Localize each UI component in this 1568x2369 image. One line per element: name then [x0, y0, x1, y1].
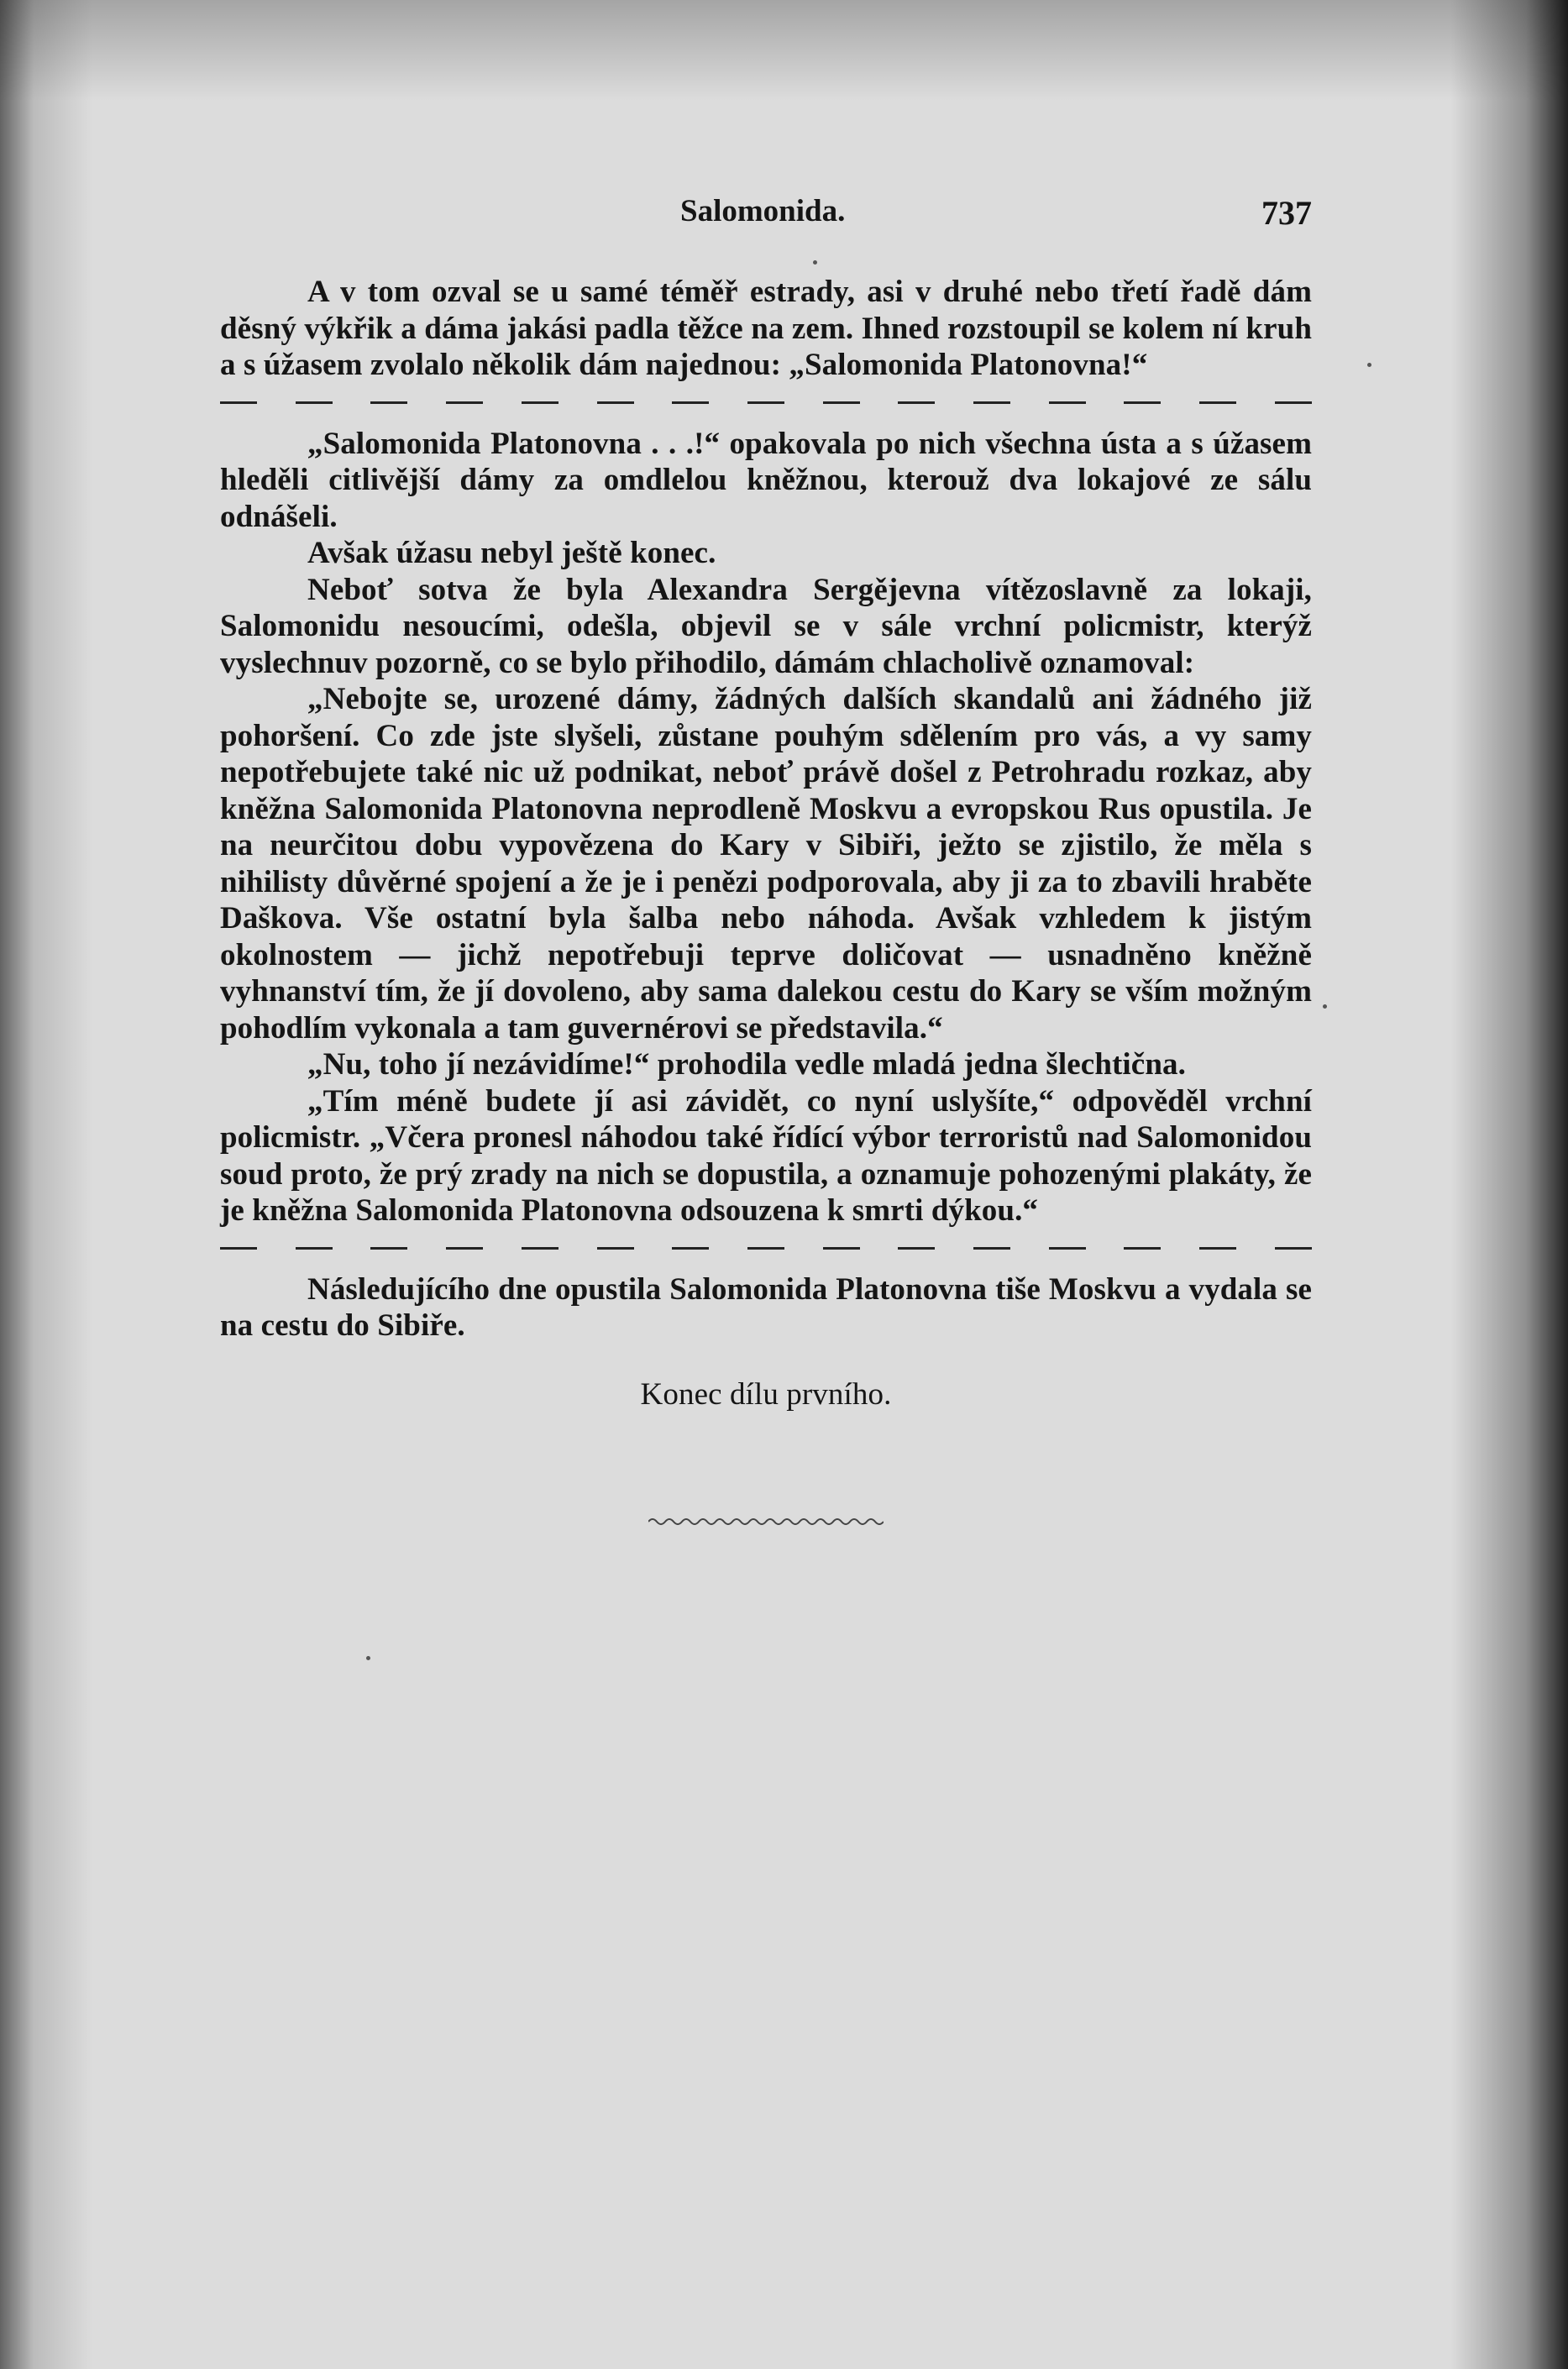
dust-speck — [1323, 1004, 1327, 1009]
section-break-dashes — [220, 1236, 1312, 1261]
wavy-ornament-icon — [648, 1513, 884, 1530]
paragraph: Avšak úžasu nebyl ještě konec. — [307, 536, 716, 570]
paragraph: Neboť sotva že byla Alexandra Sergějevna vítězoslavně za lokaji, Salomonidu nesoucími, odešla, objevil se v sále vrchní policmistr, kterýž vyslechnuv pozorně, co se bylo přihodilo, dámám chlacholivě oznamoval: — [220, 572, 1312, 680]
paragraph: „Tím méně budete jí asi závidět, co nyní uslyšíte,“ odpověděl vrchní policmistr. „Včera pronesl náhodou také řídící výbor terroristů nad Salomonidou soud proto, že prý zrady na nich se dopustila, a oznamuje pohozenými plakáty, že je kněžna Salomonida Platonovna odsouzena k smrti dýkou.“ — [220, 1083, 1312, 1228]
paragraph: A v tom ozval se u samé téměř estrady, asi v druhé nebo třetí řadě dám děsný výkřik a dáma jakási padla těžce na zem. Ihned rozstoupil se kolem ní kruh a s úžasem zvolalo několik dám najednou: „Salomonida Platonovna!“ — [220, 275, 1312, 382]
paragraph: „Salomonida Platonovna . . .!“ opakovala po nich všechna ústa a s úžasem hleděli citlivější dámy za omdlelou kněžnou, kterouž dva lokajové ze sálu odnášeli. — [220, 426, 1312, 534]
running-title: Salomonida. — [680, 194, 846, 228]
running-head — [220, 193, 1312, 244]
paragraph: „Nu, toho jí nezávidíme!“ prohodila vedle mladá jedna šlechtična. — [307, 1047, 1186, 1082]
dust-speck — [366, 1656, 370, 1660]
paragraph: Následujícího dne opustila Salomonida Platonovna tiše Moskvu a vydala se na cestu do Sibiře. — [220, 1271, 1312, 1343]
page-number: 737 — [1261, 194, 1312, 232]
end-note: Konec dílu prvního. — [640, 1376, 892, 1412]
section-break-dashes — [220, 390, 1312, 416]
paragraph: „Nebojte se, urozené dámy, žádných dalších skandalů ani žádného již pohoršení. Co zde jste slyšeli, zůstane pouhým sdělením pro vás, a vy samy nepotřebujete také nic už podnikat, neboť právě došel z Petrohradu rozkaz, aby kněžna Salomonida Platonovna neprodleně Moskvu a evropskou Rus opustila. Je na neurčitou dobu vypovězena do Kary v Sibiři, ježto se zjistilo, že měla s nihilisty důvěrné spojení a že je i penězi podporovala, aby ji za to zbavili hraběte Daškova. Vše ostatní byla šalba nebo náhoda. Avšak vzhledem k jistým okolnostem — jichž nepotřebuji teprve doličovat — usnadněno kněžně vyhnanství tím, že jí dovoleno, aby sama dalekou cestu do Kary se vším možným pohodlím vykonala a tam guvernérovi se představila.“ — [220, 682, 1312, 1046]
book-page — [220, 193, 1312, 1530]
body-text — [220, 274, 1312, 1530]
dust-speck — [1367, 363, 1371, 367]
